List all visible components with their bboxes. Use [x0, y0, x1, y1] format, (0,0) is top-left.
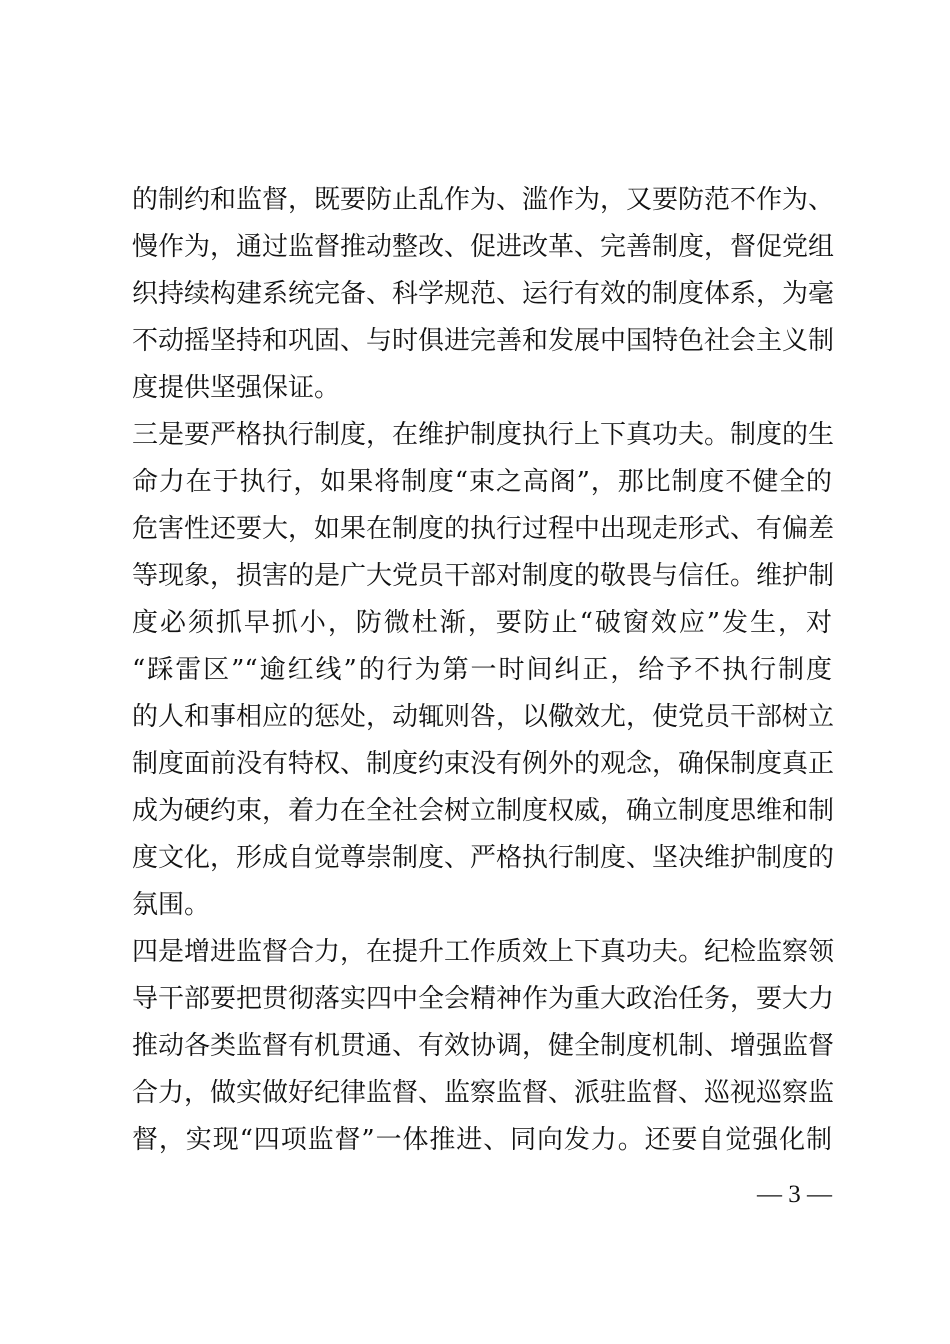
- page-number: — 3 —: [757, 1181, 832, 1208]
- text-line: 推动各类监督有机贯通、有效协调，健全制度机制、增强监督: [132, 1031, 835, 1061]
- text-line: 度文化，形成自觉尊崇制度、严格执行制度、坚决维护制度的: [132, 843, 835, 873]
- text-line: 制度面前没有特权、制度约束没有例外的观念，确保制度真正: [132, 749, 835, 779]
- text-line: 命力在于执行，如果将制度“束之高阁”，那比制度不健全的: [132, 467, 832, 497]
- text-line: 氛围。: [132, 890, 211, 920]
- text-line: 成为硬约束，着力在全社会树立制度权威，确立制度思维和制: [132, 796, 835, 826]
- text-line: 三是要严格执行制度，在维护制度执行上下真功夫。制度的生: [132, 420, 835, 450]
- text-line: 合力，做实做好纪律监督、监察监督、派驻监督、巡视巡察监: [132, 1078, 835, 1108]
- text-line: 四是增进监督合力，在提升工作质效上下真功夫。纪检监察领: [132, 937, 835, 967]
- text-line: 危害性还要大，如果在制度的执行过程中出现走形式、有偏差: [132, 514, 835, 544]
- text-line: “踩雷区”“逾红线”的行为第一时间纠正，给予不执行制度: [132, 655, 832, 685]
- text-line: 度必须抓早抓小，防微杜渐，要防止“破窗效应”发生，对: [132, 608, 832, 638]
- text-line: 不动摇坚持和巩固、与时俱进完善和发展中国特色社会主义制: [132, 326, 835, 356]
- text-line: 度提供坚强保证。: [132, 373, 341, 403]
- text-line: 督，实现“四项监督”一体推进、同向发力。还要自觉强化制: [132, 1125, 832, 1155]
- text-line: 的人和事相应的惩处，动辄则咎，以儆效尤，使党员干部树立: [132, 702, 835, 732]
- text-line: 慢作为，通过监督推动整改、促进改革、完善制度，督促党组: [132, 232, 835, 262]
- text-line: 的制约和监督，既要防止乱作为、滥作为，又要防范不作为、: [132, 185, 835, 215]
- text-line: 等现象，损害的是广大党员干部对制度的敬畏与信任。维护制: [132, 561, 835, 591]
- text-line: 导干部要把贯彻落实四中全会精神作为重大政治任务，要大力: [132, 984, 835, 1014]
- text-line: 织持续构建系统完备、科学规范、运行有效的制度体系，为毫: [132, 279, 835, 309]
